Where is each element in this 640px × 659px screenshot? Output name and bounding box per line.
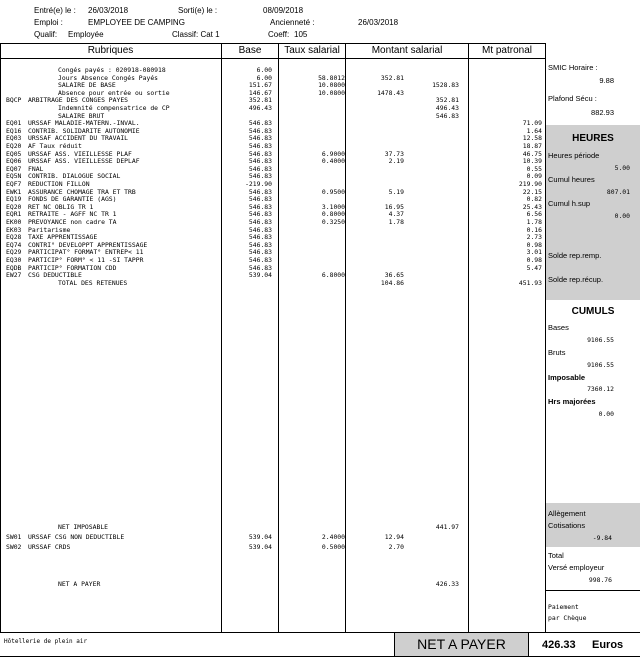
coeff-value: 105 [294,30,308,39]
net-a-payer-row-label: NET A PAYER [58,580,101,588]
row-label: AF Taux réduit [28,142,82,150]
row-code: EQ07 [6,164,22,173]
row-montant-1: 4.37 [388,210,404,219]
row-patronal: 25.43 [522,202,542,211]
row-patronal: 0.82 [526,195,542,204]
row-code: EQ5N [6,172,22,181]
row-base: 539.04 [248,533,272,541]
row-label: ASSURANCE CHOMAGE TRA ET TRB [28,187,136,196]
allegement-label: Allègement [548,509,586,518]
table-row [0,280,545,288]
heures-periode-value: 5.00 [614,164,630,172]
row-label: PARTICIPAT° FORMAT° ENTREP< 11 [28,248,144,257]
row-label: CONTRI° DEVELOPPT APPRENTISSAGE [28,240,148,249]
paiement-label: Paiement [548,603,579,611]
row-base: 546.83 [248,233,272,242]
row-label: TAXE APPRENTISSAGE [28,233,98,242]
row-label: NET IMPOSABLE [58,523,109,531]
plafond-value: 882.93 [591,108,614,117]
header-mt-patronal: Mt patronal [481,45,533,56]
row-taux: 0.5000 [321,543,345,551]
row-label: Indemnité compensatrice de CP [58,104,170,112]
row-taux: 0.4000 [321,157,345,166]
paiement-separator [546,590,640,591]
row-base: 546.83 [248,202,272,211]
row-code: EW27 [6,271,22,280]
header-rubriques: Rubriques [87,45,134,56]
row-code: SW02 [6,543,22,551]
row-patronal: 0.98 [526,240,542,249]
row-montant-2: 1528.83 [432,81,459,90]
heures-periode-label: Heures période [548,151,600,160]
row-code: EQR1 [6,210,22,219]
row-label: URSSAF ASS. VIEILLESSE DEPLAF [28,157,140,166]
row-code: EQ06 [6,157,22,166]
row-label: REDUCTION FILLON [28,180,90,188]
row-patronal: 0.55 [526,164,542,173]
row-taux: 2.4000 [321,533,345,541]
bruts-label: Bruts [548,348,566,357]
qualif-label: Qualif: [34,30,58,39]
row-base: 151.67 [248,81,272,90]
row-label: URSSAF ASS. VIEILLESSE PLAF [28,149,132,158]
row-label: CONTRIB. SOLIDARITE AUTONOMIE [28,126,140,135]
cumul-hsup-value: 0.00 [614,212,630,220]
row-montant-2: 352.81 [435,96,459,105]
hrs-majorees-label: Hrs majorées [548,397,596,406]
emploi-label: Emploi : [34,18,63,27]
row-patronal: 3.01 [526,248,542,257]
row-base: 539.04 [248,271,272,280]
row-taux: 10.0800 [318,88,345,97]
row-montant-1: 104.86 [380,278,404,287]
entree-label: Entré(e) le : [34,6,76,15]
row-taux: 6.8000 [321,271,345,280]
row-base: 6.00 [256,66,272,74]
table-row [0,219,545,227]
row-patronal: 12.58 [522,134,542,143]
row-label: ARBITRAGE DES CONGES PAYES [28,96,129,105]
row-montant-1: 16.95 [384,202,404,211]
row-base: 546.83 [248,119,272,128]
row-base: 546.83 [248,210,272,219]
row-label: TOTAL DES RETENUES [58,278,128,287]
cumuls-title: CUMULS [571,306,615,317]
row-patronal: 18.87 [522,142,542,150]
row-code: EQ74 [6,240,22,249]
plafond-label: Plafond Sécu : [548,94,597,103]
row-base: 546.83 [248,240,272,249]
row-code: EQ28 [6,233,22,242]
row-base: 546.83 [248,195,272,204]
row-montant-2: 441.97 [435,523,459,531]
row-base: 546.83 [248,187,272,196]
row-patronal: 0.16 [526,225,542,234]
row-base: 546.83 [248,149,272,158]
row-patronal: 6.56 [526,210,542,219]
row-taux: 6.9000 [321,149,345,158]
solde-recup-label: Solde rep.récup. [548,275,604,284]
row-label: PREVOYANCE non cadre TA [28,218,117,226]
row-label: URSSAF MALADIE-MATERN.-INVAL. [28,119,140,128]
row-code: EQ01 [6,119,22,128]
row-code: EQF7 [6,180,22,188]
anciennete-value: 26/03/2018 [358,18,399,27]
row-label: CONTRIB. DIALOGUE SOCIAL [28,172,121,181]
bases-label: Bases [548,323,569,332]
cumul-heures-label: Cumul heures [548,175,595,184]
row-patronal: 2.73 [526,233,542,242]
cumul-heures-value: 807.01 [606,188,630,196]
row-base: 546.83 [248,218,272,226]
row-patronal: 451.93 [518,278,542,287]
heures-title: HEURES [572,133,614,144]
row-label: RET NC OBLIG TR 1 [28,202,94,211]
row-label: PARTICIP° FORM° < 11 -SI TAPPR [28,256,144,264]
header-base: Base [238,45,262,56]
emploi-value: EMPLOYEE DE CAMPING [88,18,185,27]
row-montant-1: 1478.43 [377,88,404,97]
row-label: Jours Absence Congés Payés [58,73,159,82]
row-label: Paritarisme [28,225,71,234]
table-row [0,544,545,552]
row-patronal: 71.09 [522,119,542,128]
row-patronal: 0.09 [526,172,542,181]
row-label: RETRAITE - AGFF NC TR 1 [28,210,117,219]
table-row [0,524,545,532]
row-label: SALAIRE BRUT [58,111,105,120]
row-label: URSSAF ACCIDENT DU TRAVAIL [28,134,129,143]
row-base: 496.43 [248,104,272,112]
header-taux-salarial: Taux salarial [284,45,340,56]
cotisations-value: -9.84 [592,534,612,542]
bases-value: 9106.55 [587,336,614,344]
net-a-payer-row-value: 426.33 [435,580,459,588]
table-row [0,534,545,542]
row-code: EQ03 [6,134,22,143]
row-taux: 10.0800 [318,81,345,90]
row-base: 546.83 [248,134,272,143]
row-montant-1: 2.70 [388,543,404,551]
row-code: EQDB [6,263,22,272]
row-label: FNAL [28,164,44,173]
row-montant-2: 546.83 [435,111,459,120]
row-code: EK00 [6,218,22,226]
row-montant-1: 5.19 [388,187,404,196]
row-base: 546.83 [248,263,272,272]
classif-label: Classif: Cat 1 [172,30,220,39]
row-base: 546.83 [248,157,272,166]
row-montant-2: 496.43 [435,104,459,112]
row-code: EQ20 [6,202,22,211]
table-row [0,158,545,166]
verse-employeur-label: Versé employeur [548,563,605,572]
row-base: 146.67 [248,88,272,97]
row-code: EQ29 [6,248,22,257]
row-patronal: 10.39 [522,157,542,166]
row-taux: 58.8012 [318,73,345,82]
row-patronal: 46.75 [522,149,542,158]
bruts-value: 9106.55 [587,361,614,369]
row-code: EWK1 [6,187,22,196]
row-patronal: 22.15 [522,187,542,196]
smic-label: SMIC Horaire : [548,63,598,72]
row-label: URSSAF CRDS [28,543,71,551]
row-label: FONDS DE GARANTIE (AGS) [28,195,117,204]
row-montant-1: 1.78 [388,218,404,226]
hrs-majorees-value: 0.00 [598,410,614,418]
paiement-value: par Chèque [548,614,587,622]
verse-employeur-value: 998.76 [588,576,612,584]
row-base: 546.83 [248,164,272,173]
row-taux: 0.9500 [321,187,345,196]
header-montant-salarial: Montant salarial [371,45,443,56]
row-patronal: 1.64 [526,126,542,135]
row-label: Congés payés : 020918-080918 [58,66,166,74]
row-label: PARTICIP° FORMATION CDD [28,263,117,272]
row-label: CSG DEDUCTIBLE [28,271,82,280]
row-code: BQCP [6,96,22,105]
row-patronal: 1.78 [526,218,542,226]
header-bottom [0,58,545,59]
row-montant-1: 36.65 [384,271,404,280]
net-a-payer-label: NET A PAYER [417,636,506,652]
coeff-label: Coeff: [268,30,290,39]
qualif-value: Employée [68,30,104,39]
row-montant-1: 12.94 [384,533,404,541]
row-montant-1: 2.19 [388,157,404,166]
smic-value: 9.88 [599,76,614,85]
row-patronal: 5.47 [526,263,542,272]
row-code: EQ19 [6,195,22,204]
row-code: EQ05 [6,149,22,158]
row-base: 546.83 [248,126,272,135]
imposable-value: 7360.12 [587,385,614,393]
row-label: URSSAF CSG NON DEDUCTIBLE [28,533,125,541]
row-code: EQ16 [6,126,22,135]
anciennete-label: Ancienneté : [270,18,315,27]
row-base: 546.83 [248,256,272,264]
row-patronal: 219.90 [518,180,542,188]
row-base: 546.83 [248,142,272,150]
cumul-hsup-label: Cumul h.sup [548,199,591,208]
row-code: EQ20 [6,142,22,150]
solde-remp-label: Solde rep.remp. [548,251,602,260]
total-label: Total [548,551,564,560]
row-montant-1: 37.73 [384,149,404,158]
row-taux: 3.1000 [321,202,345,211]
row-base: 352.81 [248,96,272,105]
row-base: -219.90 [245,180,272,188]
row-taux: 0.3250 [321,218,345,226]
entree-value: 26/03/2018 [88,6,129,15]
cotisations-label: Cotisations [548,521,586,530]
row-base: 546.83 [248,225,272,234]
row-code: EK03 [6,225,22,234]
company-name: Hôtellerie de plein air [4,638,88,645]
currency-label: Euros [592,639,624,651]
net-a-payer-value: 426.33 [542,639,576,651]
frame-bottom [0,632,640,633]
row-code: EQ30 [6,256,22,264]
row-taux: 0.8000 [321,210,345,219]
row-code: SW01 [6,533,22,541]
sortie-label: Sorti(e) le : [178,6,218,15]
sortie-value: 08/09/2018 [263,6,304,15]
row-base: 539.04 [248,543,272,551]
row-base: 6.00 [256,73,272,82]
footer-bottom [0,656,640,657]
row-label: Absence pour entrée ou sortie [58,88,170,97]
imposable-label: Imposable [548,373,586,382]
row-label: SALAIRE DE BASE [58,81,116,90]
row-base: 546.83 [248,248,272,257]
row-patronal: 0.98 [526,256,542,264]
row-montant-1: 352.81 [380,73,404,82]
row-base: 546.83 [248,172,272,181]
